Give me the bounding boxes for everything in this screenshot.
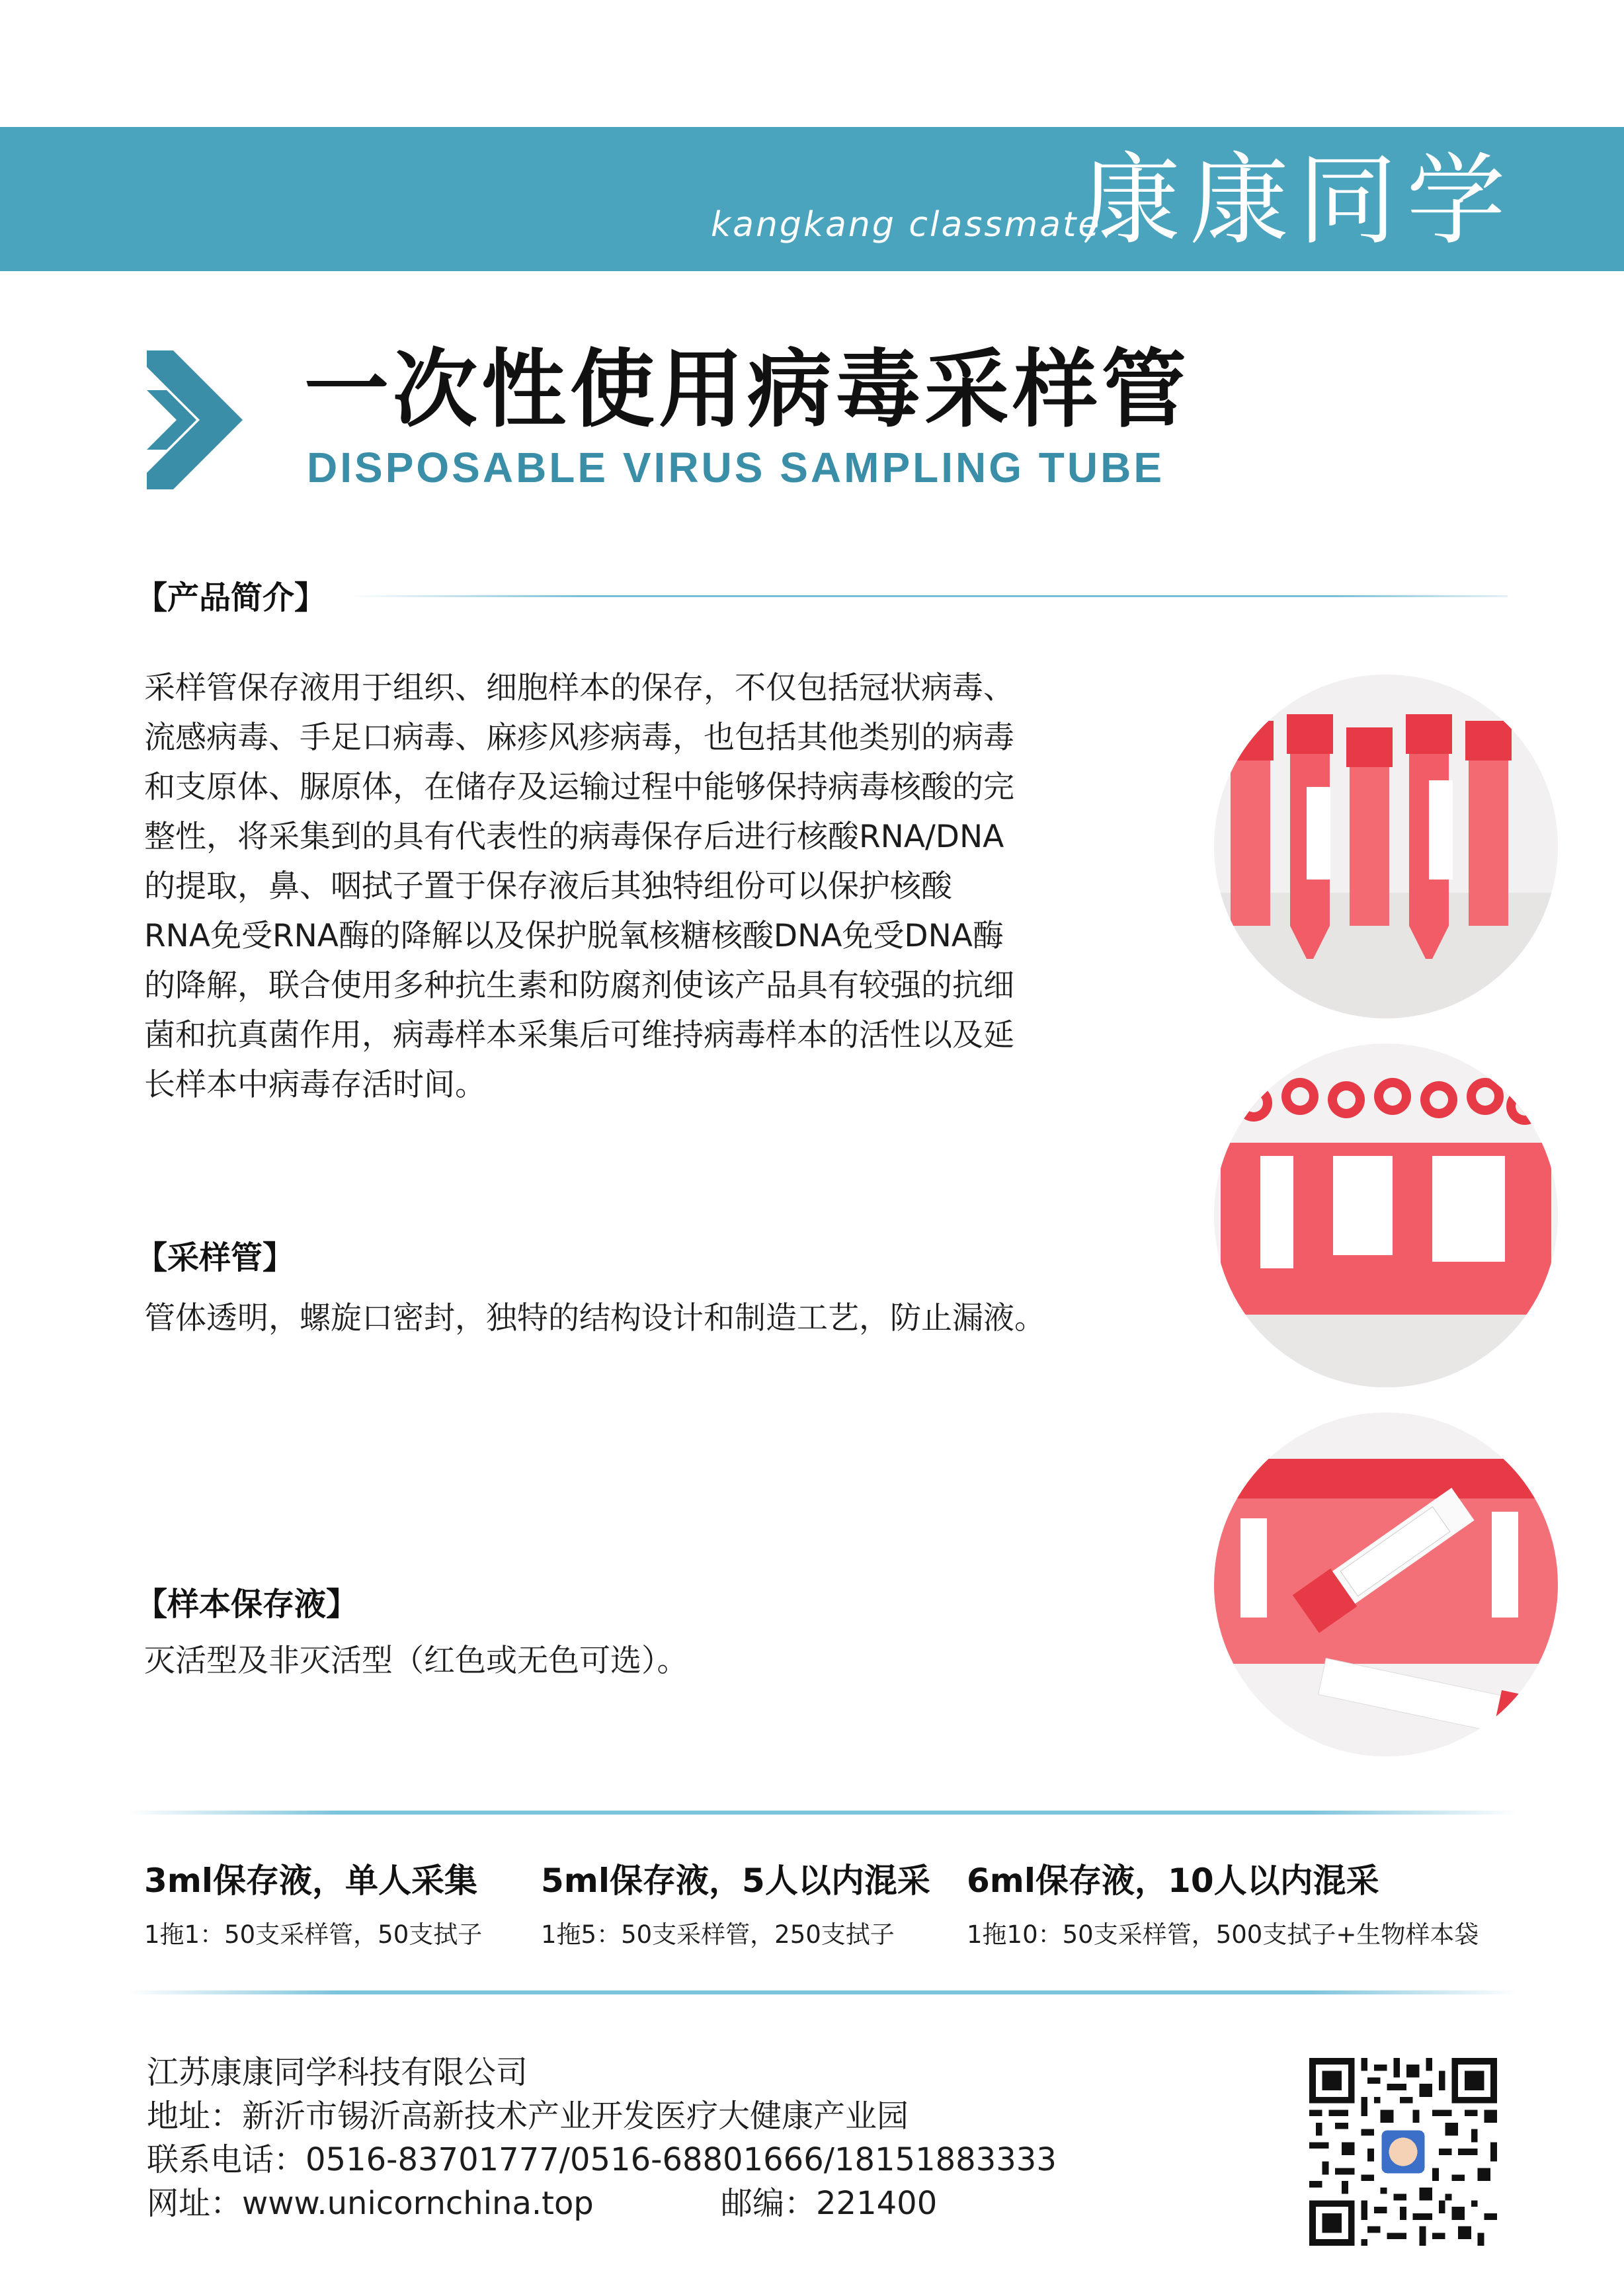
intro-line: 菌和抗真菌作用，病毒样本采集后可维持病毒样本的活性以及延: [144, 1017, 1014, 1053]
qr-code-icon: [1309, 2058, 1497, 2246]
tube-text: 管体透明，螺旋口密封，独特的结构设计和制造工艺，防止漏液。: [144, 1300, 1045, 1336]
intro-line: 整性，将采集到的具有代表性的病毒保存后进行核酸RNA/DNA: [144, 819, 1004, 855]
intro-line: 和支原体、脲原体，在储存及运输过程中能够保持病毒核酸的完: [144, 769, 1014, 805]
spec-detail: 1拖1：50支采样管，50支拭子: [144, 1920, 483, 1949]
intro-line: 的降解，联合使用多种抗生素和防腐剂使该产品具有较强的抗细: [144, 967, 1014, 1004]
intro-line: 长样本中病毒存活时间。: [144, 1067, 486, 1103]
intro-line: 流感病毒、手足口病毒、麻疹风疹病毒，也包括其他类别的病毒: [144, 719, 1014, 756]
page-title: 一次性使用病毒采样管: [304, 341, 1191, 439]
spec-rule-top: [129, 1811, 1518, 1815]
intro-divider: [350, 595, 1508, 597]
company-phone: 联系电话：0516-83701777/0516-68801666/18151883333: [147, 2141, 1057, 2178]
tube-heading: 【采样管】: [136, 1239, 295, 1276]
spec-detail: 1拖5：50支采样管，250支拭子: [541, 1920, 895, 1949]
intro-line: 的提取，鼻、咽拭子置于保存液后其独特组份可以保护核酸: [144, 868, 952, 905]
medium-text: 灭活型及非灭活型（红色或无色可选）。: [144, 1643, 688, 1679]
medium-heading: 【样本保存液】: [136, 1586, 358, 1623]
company-website: 网址：www.unicornchina.top: [147, 2185, 594, 2222]
brand-chinese: 康康同学: [1081, 144, 1516, 259]
company-name: 江苏康康同学科技有限公司: [147, 2054, 528, 2091]
intro-line: RNA免受RNA酶的降解以及保护脱氧核糖核酸DNA免受DNA酶: [144, 918, 1004, 954]
intro-line: 采样管保存液用于组织、细胞样本的保存，不仅包括冠状病毒、: [144, 670, 1014, 706]
page-subtitle: DISPOSABLE VIRUS SAMPLING TUBE: [307, 444, 1164, 491]
intro-heading: 【产品简介】: [136, 579, 327, 616]
spec-rule-bottom: [129, 1990, 1518, 1994]
spec-title: 6ml保存液，10人以内混采: [967, 1862, 1379, 1900]
company-address: 地址：新沂市锡沂高新技术产业开发医疗大健康产业园: [147, 2098, 909, 2135]
brand-english: kangkang classmate: [711, 205, 1102, 245]
company-postcode: 邮编：221400: [721, 2185, 938, 2222]
spec-title: 3ml保存液，单人采集: [144, 1862, 478, 1900]
intro-paragraph: [144, 663, 1083, 1110]
product-photo-tubes-standing: [1214, 675, 1558, 1018]
chevron-right-icon: [147, 350, 243, 489]
header-band: [0, 127, 1624, 271]
product-photo-tubes-lying: [1214, 1413, 1558, 1756]
spec-detail: 1拖10：50支采样管，500支拭子+生物样本袋: [967, 1920, 1479, 1949]
spec-title: 5ml保存液，5人以内混采: [541, 1862, 930, 1900]
product-photo-tubes-rows: [1214, 1044, 1558, 1387]
